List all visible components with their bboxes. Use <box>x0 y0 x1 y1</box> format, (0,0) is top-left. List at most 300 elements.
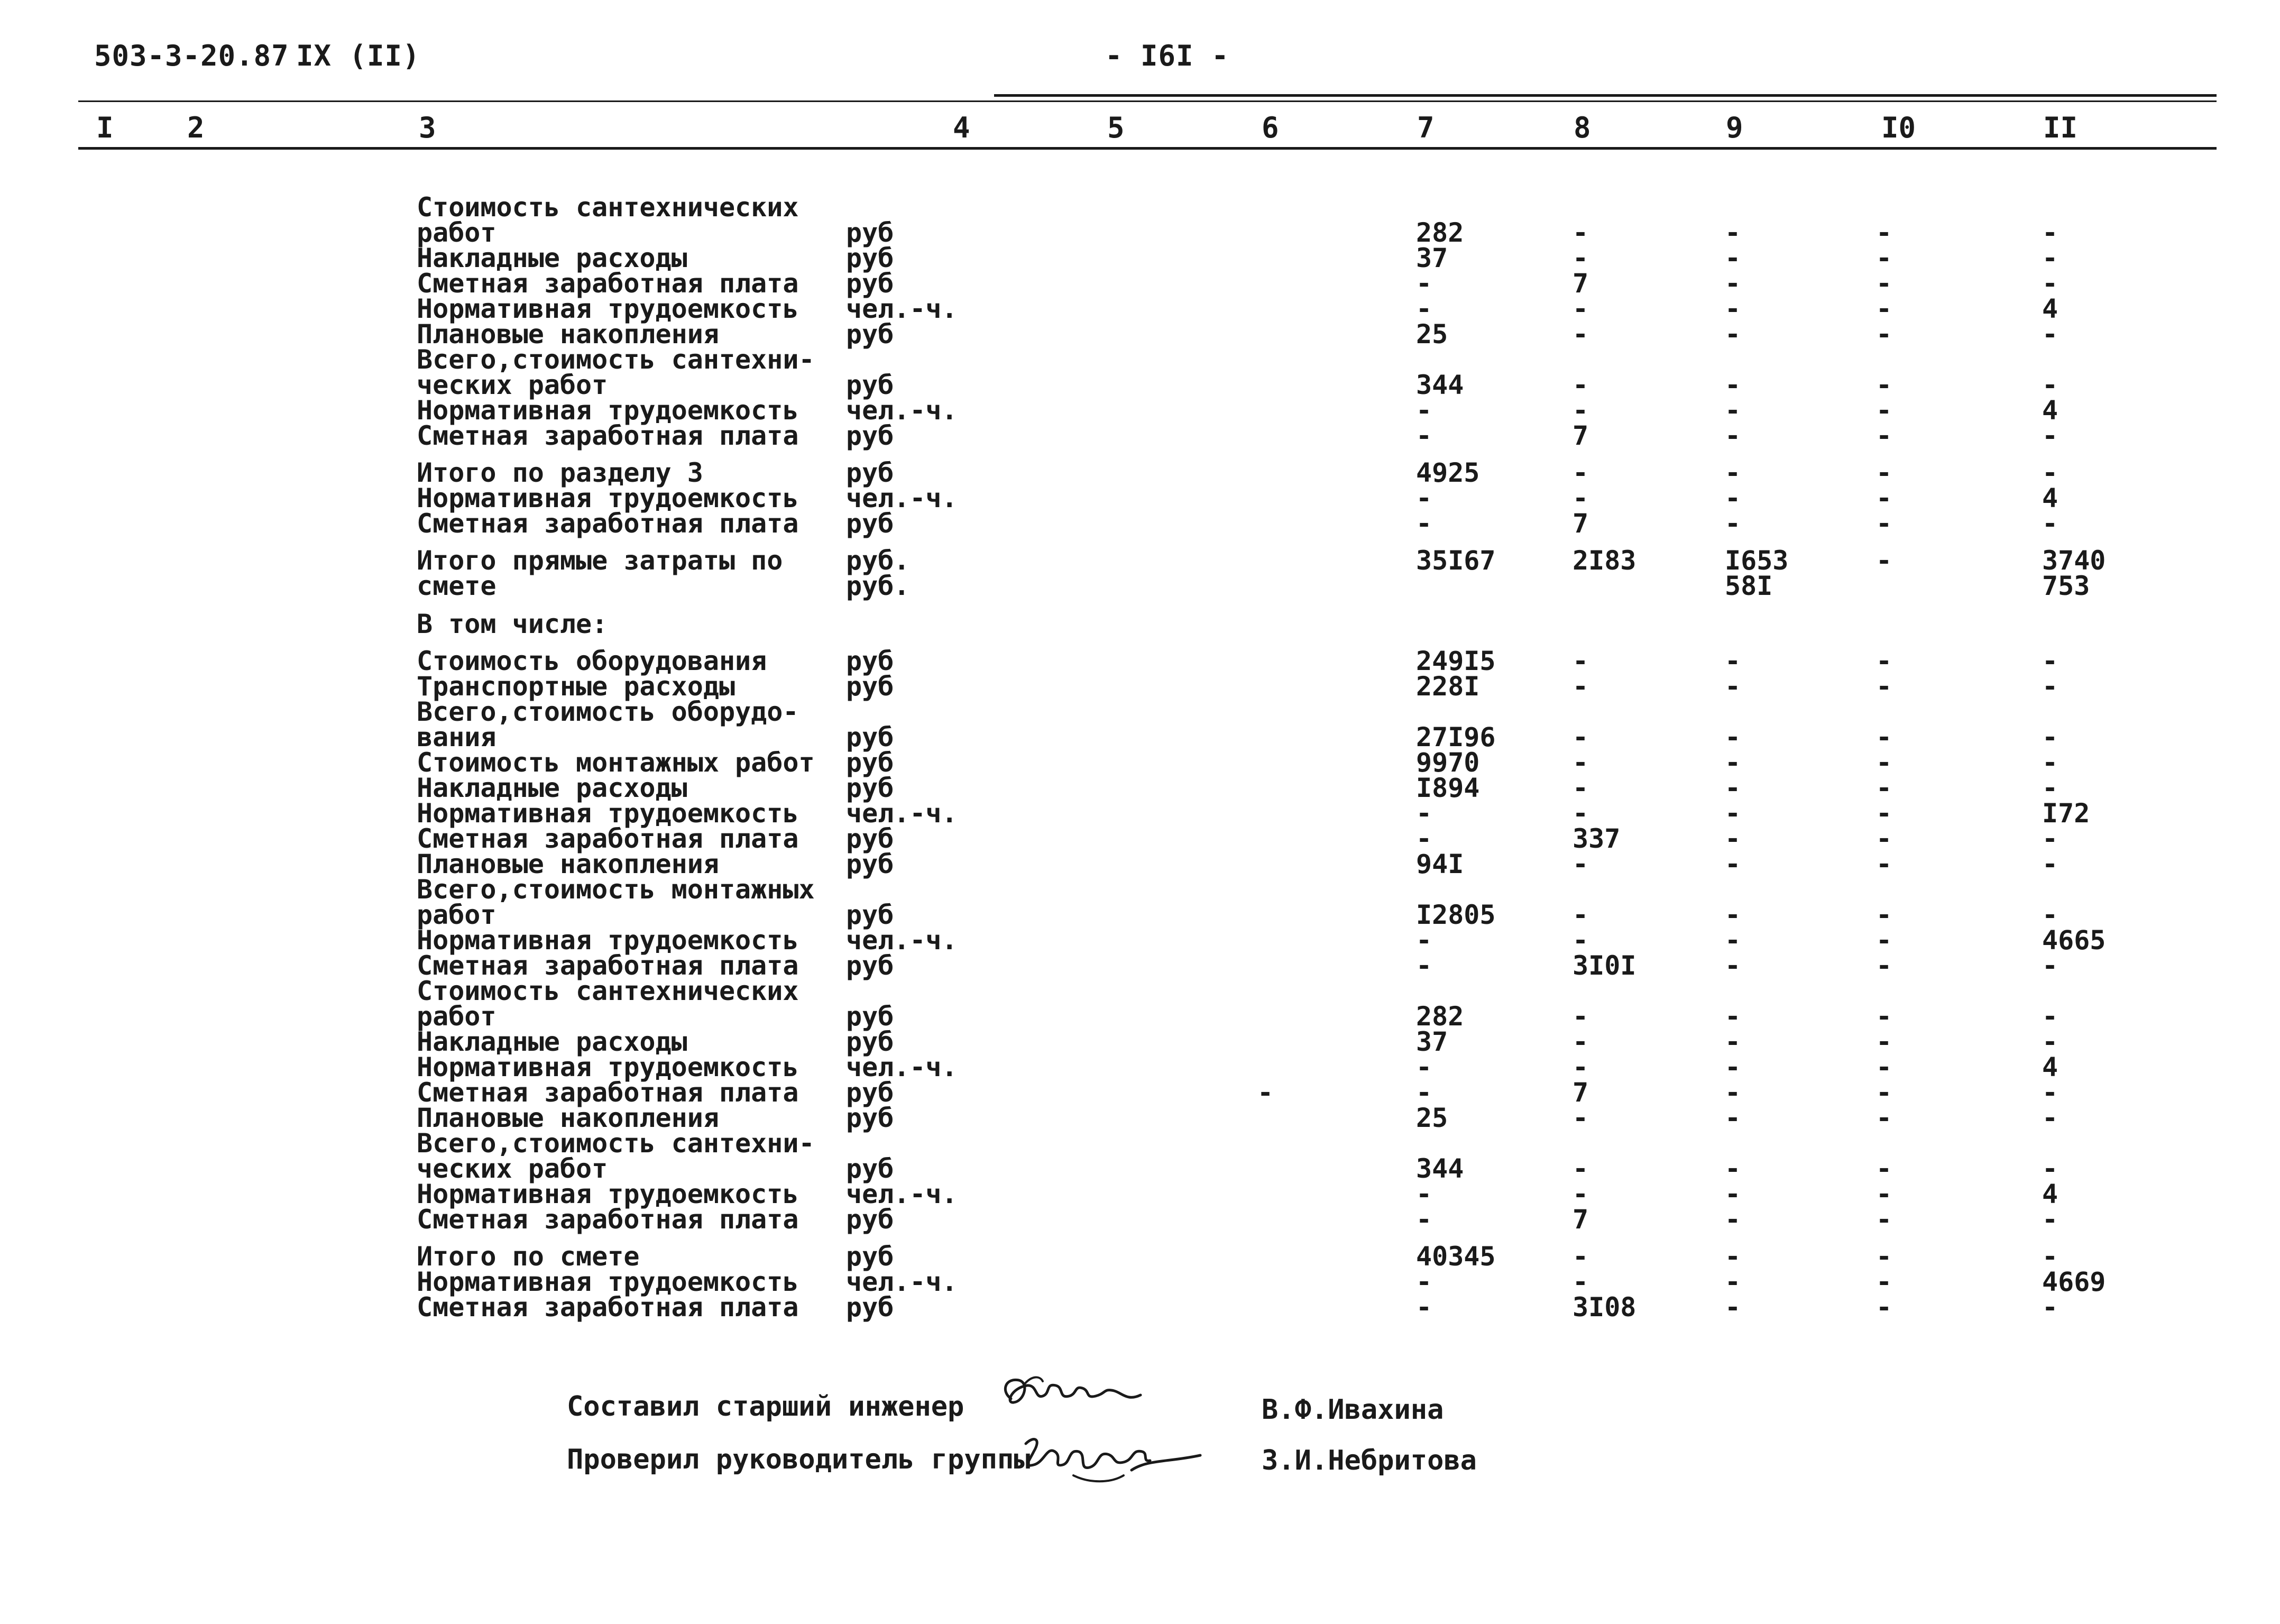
cell-c8: - <box>1573 1001 1589 1032</box>
cell-c8: - <box>1573 1267 1589 1297</box>
cell-c11: - <box>2042 268 2058 299</box>
cell-c7: - <box>1416 950 1432 981</box>
cell-unit: чел.-ч. <box>846 1052 958 1082</box>
cell-c9: - <box>1725 646 1741 676</box>
table-row <box>0 648 2280 674</box>
cell-c9: - <box>1725 508 1741 539</box>
header-bottom-rule <box>78 147 2217 150</box>
cell-c11: - <box>2042 420 2058 451</box>
cell-c8: 7 <box>1573 268 1589 299</box>
cell-c8: - <box>1573 1241 1589 1272</box>
cell-c10: - <box>1876 950 1892 981</box>
cell-unit: руб <box>846 849 894 879</box>
cell-name: ческих работ <box>417 1153 608 1184</box>
cell-c8: - <box>1573 773 1589 803</box>
cell-c8: 7 <box>1573 1077 1589 1108</box>
table-row <box>0 1204 2280 1235</box>
cell-c8: - <box>1573 798 1589 829</box>
cell-c10: - <box>1876 773 1892 803</box>
cell-c8: - <box>1573 293 1589 324</box>
cell-c11: - <box>2042 1103 2058 1133</box>
cell-name: Итого прямые затраты по <box>417 545 783 576</box>
cell-c8: - <box>1573 1103 1589 1133</box>
cell-c9: - <box>1725 217 1741 248</box>
cell-c10: - <box>1876 671 1892 702</box>
cell-c9: - <box>1725 457 1741 488</box>
cell-c10: - <box>1876 1153 1892 1184</box>
header-top-rule <box>994 94 2217 97</box>
cell-name: Плановые накопления <box>417 849 719 879</box>
cell-unit: руб <box>846 243 894 273</box>
column-number-8: 8 <box>1574 111 1591 144</box>
header-top-rule-left <box>78 100 2217 102</box>
cell-c7: 228I <box>1416 671 1480 702</box>
cell-c11: 4665 <box>2042 925 2106 956</box>
cell-c11: - <box>2042 370 2058 400</box>
cell-c9: - <box>1725 1241 1741 1272</box>
cell-name: работ <box>417 1001 497 1032</box>
cell-unit: руб <box>846 217 894 248</box>
table-row <box>0 1001 2280 1032</box>
cell-unit: чел.-ч. <box>846 798 958 829</box>
cell-name: Всего,стоимость оборудо- <box>417 696 799 727</box>
table-row <box>0 1054 2280 1080</box>
cell-c8: 3I0I <box>1573 950 1637 981</box>
table-row <box>0 485 2280 511</box>
cell-c9: - <box>1725 420 1741 451</box>
cell-name: Сметная заработная плата <box>417 1204 799 1235</box>
cell-c11: - <box>2042 1026 2058 1057</box>
cell-c9: - <box>1725 1179 1741 1209</box>
cell-c7: - <box>1416 1292 1432 1323</box>
cell-c10: - <box>1876 925 1892 956</box>
cell-name: Итого по смете <box>417 1241 640 1272</box>
cell-c11: - <box>2042 1153 2058 1184</box>
cell-unit: руб <box>846 1204 894 1235</box>
cell-name: Нормативная трудоемкость <box>417 293 799 324</box>
cell-c7: - <box>1416 483 1432 513</box>
cell-c9: - <box>1725 483 1741 513</box>
cell-unit: руб. <box>846 571 910 601</box>
column-number-6: 6 <box>1262 111 1279 144</box>
cell-c7: - <box>1416 293 1432 324</box>
cell-c10: - <box>1876 243 1892 273</box>
cell-unit: руб <box>846 1026 894 1057</box>
cell-c10: - <box>1876 395 1892 426</box>
cell-c11: - <box>2042 722 2058 753</box>
cell-c7: - <box>1416 1179 1432 1209</box>
cell-name: Стоимость оборудования <box>417 646 767 676</box>
cell-unit: руб <box>846 268 894 299</box>
cell-c10: - <box>1876 1103 1892 1133</box>
table-row <box>0 192 2280 223</box>
cell-name: Нормативная трудоемкость <box>417 1052 799 1082</box>
table-row <box>0 1269 2280 1295</box>
cell-name: Сметная заработная плата <box>417 420 799 451</box>
cell-c7: - <box>1416 268 1432 299</box>
table-row <box>0 508 2280 539</box>
cell-c7: 37 <box>1416 243 1448 273</box>
cell-name: Сметная заработная плата <box>417 268 799 299</box>
cell-c10: - <box>1876 319 1892 350</box>
cell-c11: 4 <box>2042 483 2058 513</box>
table-row <box>0 775 2280 801</box>
cell-unit: чел.-ч. <box>846 1179 958 1209</box>
cell-unit: чел.-ч. <box>846 395 958 426</box>
cell-c9: - <box>1725 1153 1741 1184</box>
cell-name: Накладные расходы <box>417 243 687 273</box>
cell-c10: - <box>1876 457 1892 488</box>
cell-name: работ <box>417 900 497 930</box>
cell-c9: - <box>1725 722 1741 753</box>
cell-c6: - <box>1257 1077 1274 1108</box>
cell-c9: - <box>1725 1292 1741 1323</box>
cell-c7: I894 <box>1416 773 1480 803</box>
cell-c10: - <box>1876 370 1892 400</box>
cell-c9: - <box>1725 293 1741 324</box>
cell-c8: - <box>1573 1052 1589 1082</box>
cell-c10: - <box>1876 1077 1892 1108</box>
cell-c10: - <box>1876 1026 1892 1057</box>
cell-c10: - <box>1876 1179 1892 1209</box>
cell-c10: - <box>1876 646 1892 676</box>
cell-unit: руб <box>846 1292 894 1323</box>
cell-c8: 7 <box>1573 1204 1589 1235</box>
page-number: - I6I - <box>1105 39 1229 72</box>
cell-c9: - <box>1725 950 1741 981</box>
cell-c8: - <box>1573 849 1589 879</box>
cell-c8: - <box>1573 900 1589 930</box>
cell-c10: - <box>1876 508 1892 539</box>
table-row <box>0 245 2280 271</box>
table-row <box>0 950 2280 981</box>
signature-compiled-image <box>995 1370 1148 1428</box>
cell-c9: - <box>1725 1204 1741 1235</box>
cell-c9: - <box>1725 1052 1741 1082</box>
cell-c8: - <box>1573 671 1589 702</box>
cell-unit: руб. <box>846 545 910 576</box>
cell-c10: - <box>1876 849 1892 879</box>
cell-c11: 753 <box>2042 571 2090 601</box>
cell-c10: - <box>1876 1204 1892 1235</box>
cell-unit: руб <box>846 950 894 981</box>
cell-c10: - <box>1876 1292 1892 1323</box>
cell-c10: - <box>1876 1241 1892 1272</box>
table-row <box>0 1105 2280 1131</box>
cell-name: Сметная заработная плата <box>417 508 799 539</box>
compiled-by-name: В.Ф.Ивахина <box>1262 1394 1444 1426</box>
cell-c10: - <box>1876 268 1892 299</box>
cell-name: Нормативная трудоемкость <box>417 395 799 426</box>
cell-name: Плановые накопления <box>417 319 719 350</box>
cell-c9: - <box>1725 773 1741 803</box>
cell-c11: - <box>2042 1001 2058 1032</box>
cell-unit: чел.-ч. <box>846 925 958 956</box>
cell-c8: - <box>1573 370 1589 400</box>
column-number-1: I <box>96 111 114 144</box>
cell-c11: - <box>2042 508 2058 539</box>
cell-c8: - <box>1573 1179 1589 1209</box>
cell-c11: 4 <box>2042 395 2058 426</box>
cell-c11: 4 <box>2042 293 2058 324</box>
cell-c8: 7 <box>1573 420 1589 451</box>
cell-unit: руб <box>846 722 894 753</box>
cell-name: Сметная заработная плата <box>417 823 799 854</box>
cell-name: Транспортные расходы <box>417 671 736 702</box>
cell-unit: руб <box>846 420 894 451</box>
cell-name: Накладные расходы <box>417 773 687 803</box>
cell-unit: руб <box>846 319 894 350</box>
cell-c11: - <box>2042 849 2058 879</box>
cell-unit: руб <box>846 1103 894 1133</box>
cell-unit: руб <box>846 457 894 488</box>
cell-unit: руб <box>846 508 894 539</box>
cell-c11: 4669 <box>2042 1267 2106 1297</box>
table-row <box>0 1181 2280 1207</box>
cell-c11: - <box>2042 1292 2058 1323</box>
cell-c7: 37 <box>1416 1026 1448 1057</box>
cell-c7: 344 <box>1416 370 1464 400</box>
table-row <box>0 722 2280 753</box>
cell-c11: 4 <box>2042 1052 2058 1082</box>
cell-name: Плановые накопления <box>417 1103 719 1133</box>
checked-by-label: Проверил руководитель группы <box>567 1444 1031 1475</box>
cell-c7: 282 <box>1416 1001 1464 1032</box>
cell-c11: - <box>2042 1204 2058 1235</box>
table-row <box>0 395 2280 426</box>
cell-c11: - <box>2042 900 2058 930</box>
cell-c10: - <box>1876 747 1892 778</box>
cell-c7: - <box>1416 395 1432 426</box>
cell-name: Нормативная трудоемкость <box>417 1267 799 1297</box>
column-number-4: 4 <box>953 111 970 144</box>
table-row <box>0 420 2280 451</box>
cell-c10: - <box>1876 1267 1892 1297</box>
cell-c8: - <box>1573 457 1589 488</box>
table-row <box>0 823 2280 854</box>
cell-unit: руб <box>846 900 894 930</box>
cell-name: Стоимость монтажных работ <box>417 747 815 778</box>
cell-unit: чел.-ч. <box>846 483 958 513</box>
cell-c9: - <box>1725 900 1741 930</box>
table-row <box>0 671 2280 702</box>
column-number-5: 5 <box>1107 111 1125 144</box>
cell-unit: руб <box>846 646 894 676</box>
cell-name: Всего,стоимость сантехни- <box>417 344 815 375</box>
cell-c9: - <box>1725 243 1741 273</box>
cell-c7: 27I96 <box>1416 722 1496 753</box>
cell-c8: - <box>1573 395 1589 426</box>
cell-unit: руб <box>846 1077 894 1108</box>
table-row <box>0 747 2280 778</box>
column-number-2: 2 <box>187 111 205 144</box>
cell-unit: чел.-ч. <box>846 293 958 324</box>
cell-c11: - <box>2042 1077 2058 1108</box>
cell-c10: - <box>1876 1052 1892 1082</box>
cell-c9: - <box>1725 268 1741 299</box>
cell-c11: - <box>2042 773 2058 803</box>
cell-c9: 58I <box>1725 571 1773 601</box>
cell-name: Нормативная трудоемкость <box>417 798 799 829</box>
cell-c9: - <box>1725 823 1741 854</box>
cell-name: работ <box>417 217 497 248</box>
cell-c7: - <box>1416 823 1432 854</box>
cell-name: Нормативная трудоемкость <box>417 1179 799 1209</box>
table-row <box>0 798 2280 829</box>
cell-c8: 337 <box>1573 823 1621 854</box>
table-row <box>0 217 2280 248</box>
cell-name: смете <box>417 571 497 601</box>
cell-c7: 40345 <box>1416 1241 1496 1272</box>
cell-c8: - <box>1573 483 1589 513</box>
cell-c7: 94I <box>1416 849 1464 879</box>
column-number-3: 3 <box>419 111 436 144</box>
table-row <box>0 573 2280 599</box>
cell-c7: - <box>1416 925 1432 956</box>
cell-name: В том числе: <box>417 609 608 639</box>
cell-c10: - <box>1876 1001 1892 1032</box>
cell-c7: 9970 <box>1416 747 1480 778</box>
cell-c7: I2805 <box>1416 900 1496 930</box>
cell-unit: руб <box>846 370 894 400</box>
cell-c11: - <box>2042 243 2058 273</box>
cell-c7: - <box>1416 1204 1432 1235</box>
cell-c7: - <box>1416 1052 1432 1082</box>
cell-c11: - <box>2042 747 2058 778</box>
cell-c9: - <box>1725 747 1741 778</box>
table-row <box>0 611 2280 637</box>
cell-c8: - <box>1573 1153 1589 1184</box>
cell-c9: I653 <box>1725 545 1789 576</box>
table-row <box>0 1153 2280 1184</box>
cell-name: Всего,стоимость сантехни- <box>417 1128 815 1159</box>
cell-c10: - <box>1876 217 1892 248</box>
cell-c11: - <box>2042 646 2058 676</box>
cell-c10: - <box>1876 900 1892 930</box>
table-row <box>0 457 2280 488</box>
cell-name: Итого по разделу 3 <box>417 457 703 488</box>
cell-c7: - <box>1416 420 1432 451</box>
table-row <box>0 545 2280 576</box>
cell-unit: руб <box>846 1001 894 1032</box>
table-row <box>0 268 2280 299</box>
table-row <box>0 696 2280 727</box>
cell-c8: - <box>1573 722 1589 753</box>
table-row <box>0 293 2280 324</box>
table-row <box>0 372 2280 398</box>
column-number-7: 7 <box>1417 111 1435 144</box>
cell-unit: руб <box>846 1153 894 1184</box>
cell-name: Нормативная трудоемкость <box>417 483 799 513</box>
cell-c11: - <box>2042 319 2058 350</box>
cell-name: Накладные расходы <box>417 1026 687 1057</box>
cell-c7: - <box>1416 798 1432 829</box>
cell-c8: - <box>1573 243 1589 273</box>
cell-c8: - <box>1573 925 1589 956</box>
table-row <box>0 978 2280 1004</box>
cell-c9: - <box>1725 370 1741 400</box>
cell-unit: руб <box>846 773 894 803</box>
cell-name: Всего,стоимость монтажных <box>417 874 815 905</box>
cell-c10: - <box>1876 483 1892 513</box>
cell-name: Сметная заработная плата <box>417 1077 799 1108</box>
table-row <box>0 1077 2280 1108</box>
checked-by-name: З.И.Небритова <box>1262 1445 1477 1476</box>
cell-c10: - <box>1876 545 1892 576</box>
table-row <box>0 319 2280 350</box>
cell-c8: - <box>1573 217 1589 248</box>
cell-name: Стоимость сантехнических <box>417 976 799 1006</box>
column-number-11: II <box>2043 111 2078 144</box>
cell-c10: - <box>1876 293 1892 324</box>
cell-name: Нормативная трудоемкость <box>417 925 799 956</box>
cell-c7: 249I5 <box>1416 646 1496 676</box>
cell-c7: 35I67 <box>1416 545 1496 576</box>
cell-c11: - <box>2042 950 2058 981</box>
cell-c9: - <box>1725 1077 1741 1108</box>
cell-c11: I72 <box>2042 798 2090 829</box>
cell-c7: 344 <box>1416 1153 1464 1184</box>
cell-c7: 25 <box>1416 319 1448 350</box>
cell-c9: - <box>1725 1267 1741 1297</box>
cell-c9: - <box>1725 798 1741 829</box>
table-row <box>0 344 2280 375</box>
cell-c11: 3740 <box>2042 545 2106 576</box>
table-row <box>0 1026 2280 1057</box>
document-code: 503-3-20.87 <box>94 39 289 72</box>
cell-c9: - <box>1725 849 1741 879</box>
cell-unit: чел.-ч. <box>846 1267 958 1297</box>
cell-name: вания <box>417 722 497 753</box>
cell-c7: 282 <box>1416 217 1464 248</box>
table-row <box>0 925 2280 956</box>
table-row <box>0 1241 2280 1272</box>
cell-c9: - <box>1725 1103 1741 1133</box>
table-row <box>0 851 2280 877</box>
cell-c11: - <box>2042 1241 2058 1272</box>
column-number-10: I0 <box>1881 111 1916 144</box>
signature-checked-image <box>1010 1423 1211 1491</box>
document-part: IX (II) <box>296 39 420 72</box>
table-row <box>0 1292 2280 1323</box>
cell-c11: 4 <box>2042 1179 2058 1209</box>
cell-name: Стоимость сантехнических <box>417 192 799 223</box>
cell-c7: 4925 <box>1416 457 1480 488</box>
table-row <box>0 1128 2280 1159</box>
cell-name: ческих работ <box>417 370 608 400</box>
cell-name: Сметная заработная плата <box>417 950 799 981</box>
cell-c8: 2I83 <box>1573 545 1637 576</box>
cell-c11: - <box>2042 823 2058 854</box>
column-number-9: 9 <box>1726 111 1743 144</box>
cell-c7: 25 <box>1416 1103 1448 1133</box>
cell-c10: - <box>1876 798 1892 829</box>
cell-c9: - <box>1725 671 1741 702</box>
cell-c8: - <box>1573 646 1589 676</box>
cell-c8: - <box>1573 319 1589 350</box>
cell-c8: 3I08 <box>1573 1292 1637 1323</box>
cell-c9: - <box>1725 395 1741 426</box>
cell-c7: - <box>1416 1077 1432 1108</box>
cell-c8: 7 <box>1573 508 1589 539</box>
cell-unit: руб <box>846 747 894 778</box>
cell-c8: - <box>1573 1026 1589 1057</box>
cell-unit: руб <box>846 1241 894 1272</box>
cell-c9: - <box>1725 925 1741 956</box>
table-row <box>0 902 2280 928</box>
table-row <box>0 874 2280 905</box>
cell-c8: - <box>1573 747 1589 778</box>
